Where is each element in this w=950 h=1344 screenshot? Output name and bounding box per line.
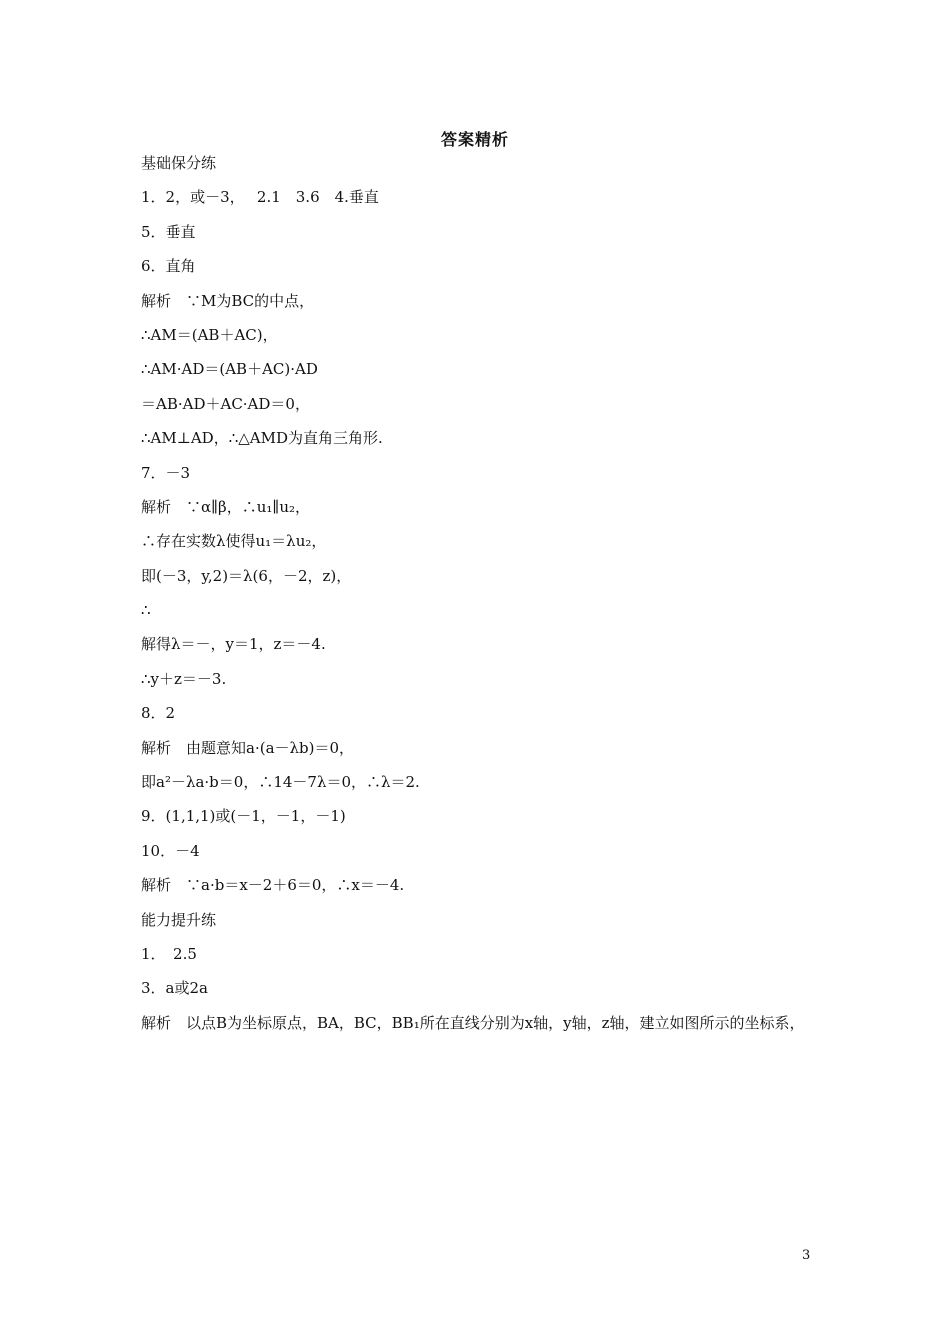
analysis-line: 即a²－λa·b＝0，∴14－7λ＝0，∴λ＝2. xyxy=(141,773,420,792)
answer-line: 3．a或2a xyxy=(141,979,208,998)
answer-line: 1． 2.5 xyxy=(141,944,197,963)
page-number: 3 xyxy=(802,1248,811,1263)
analysis-line: ∴存在实数λ使得u₁＝λu₂， xyxy=(141,532,327,551)
analysis-line: ∴AM＝(AB＋AC)， xyxy=(141,325,278,344)
analysis-line: ∴ xyxy=(141,601,151,620)
answer-content xyxy=(141,151,813,1040)
analysis-line: 解得λ＝－，y＝1，z＝－4. xyxy=(141,635,326,654)
analysis-line: 解析 由题意知a·(a－λb)＝0， xyxy=(141,738,355,757)
answer-line: 5．垂直 xyxy=(141,222,196,241)
analysis-line: 即(－3，y,2)＝λ(6，－2，z)， xyxy=(141,566,352,585)
analysis-line: ∴AM·AD＝(AB＋AC)·AD xyxy=(141,360,318,379)
analysis-line: ∴y＋z＝－3. xyxy=(141,669,227,688)
analysis-line: 解析 ∵M为BC的中点， xyxy=(141,291,315,310)
section-heading-basic: 基础保分练 xyxy=(141,154,217,172)
answer-line: 7．－3 xyxy=(141,463,191,482)
answer-line: 8．2 xyxy=(141,704,176,723)
document-title: 答案精析 xyxy=(440,130,509,149)
analysis-line: 解析 ∵α∥β，∴u₁∥u₂， xyxy=(141,497,311,516)
answer-line: 6．直角 xyxy=(141,257,196,276)
answer-line: 9．(1,1,1)或(－1，－1，－1) xyxy=(141,807,346,826)
analysis-line: ＝AB·AD＋AC·AD＝0， xyxy=(141,394,310,413)
answer-line: 1．2，或－3， 2.1 3.6 4.垂直 xyxy=(141,188,379,207)
analysis-paragraph: 解析 以点B为坐标原点，BA，BC，BB₁所在直线分别为x轴，y轴，z轴，建立如图所示的坐标系， xyxy=(141,1013,805,1032)
section-heading-advanced: 能力提升练 xyxy=(141,910,217,929)
analysis-line: 解析 ∵a·b＝x－2＋6＝0，∴x＝－4. xyxy=(141,876,405,895)
answer-line: 10．－4 xyxy=(141,841,200,860)
analysis-line: ∴AM⊥AD，∴△AMD为直角三角形. xyxy=(141,429,383,448)
